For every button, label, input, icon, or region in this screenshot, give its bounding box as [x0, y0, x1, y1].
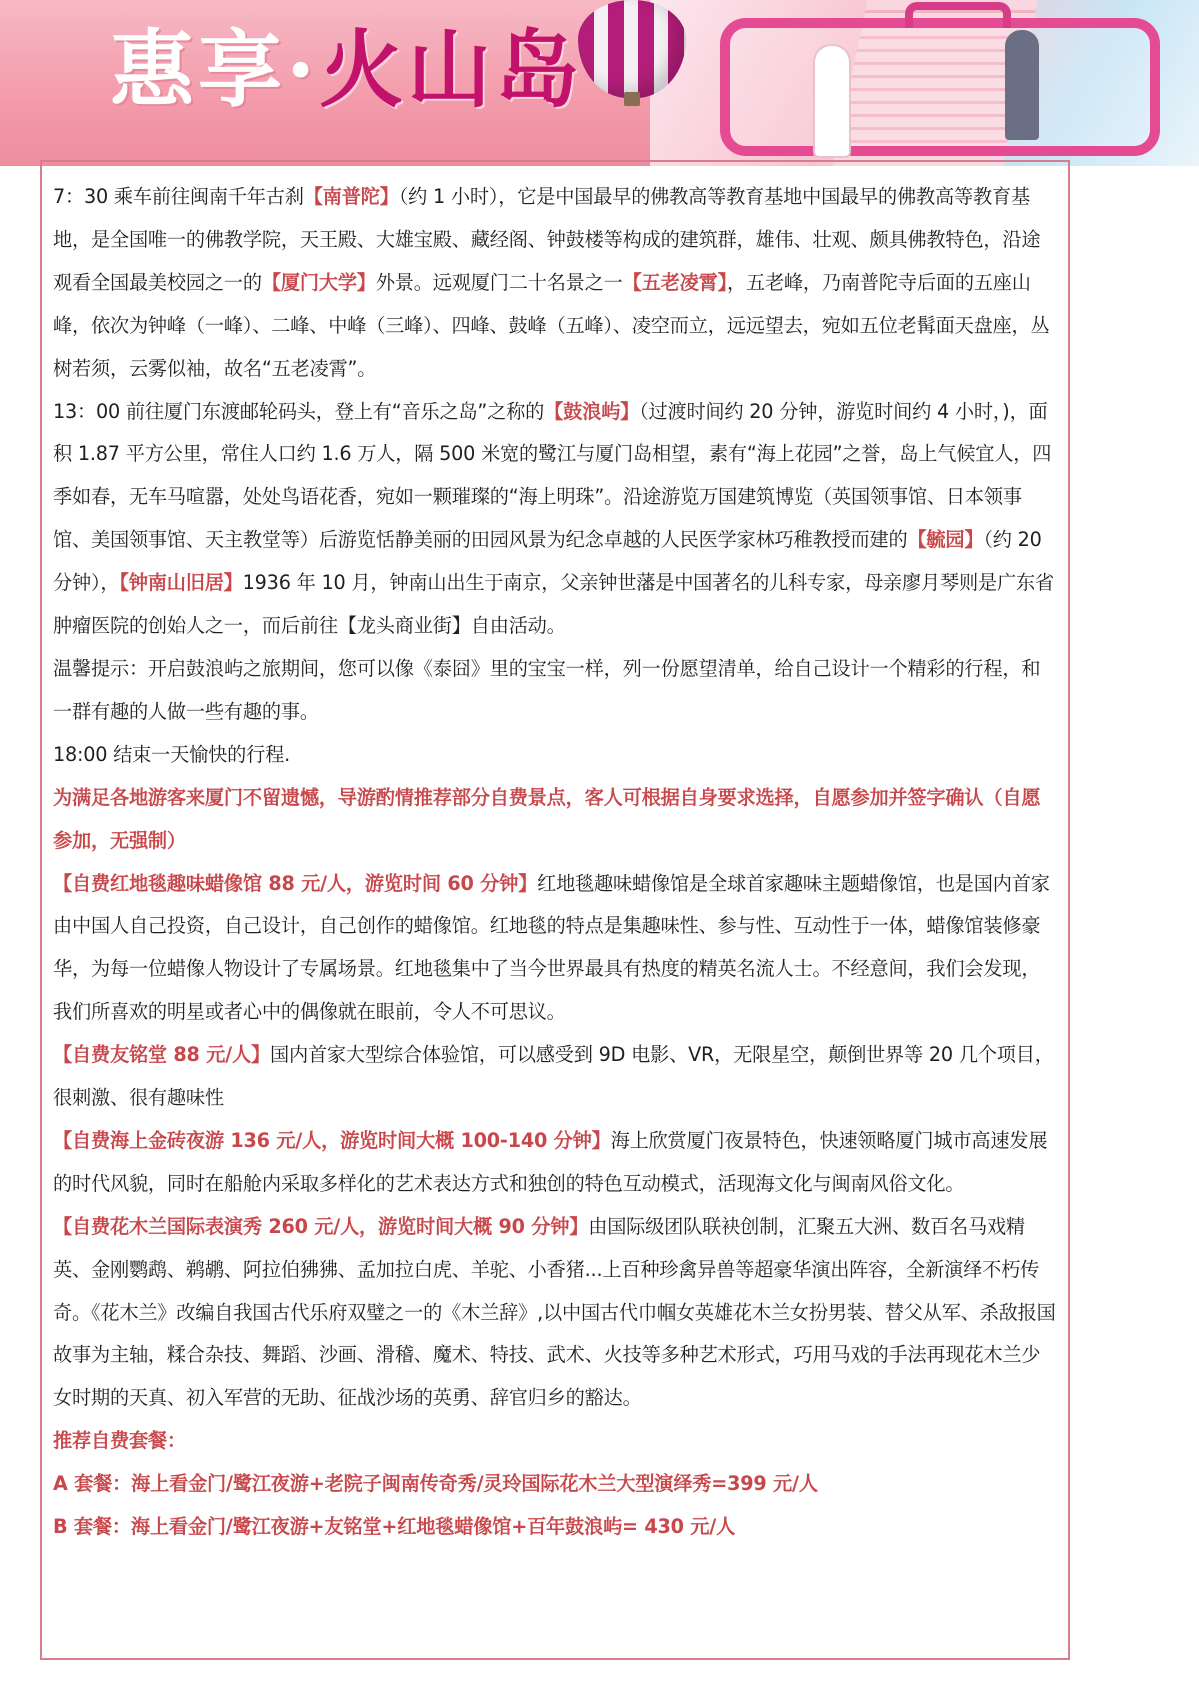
body-text: （约 1 小时），它是中国最早的佛教高等教育基地中国最早的佛教高等教育基地，是全国唯一的佛教学院，天王殿、大雄宝殿、藏经阁、钟鼓楼等构成的建筑群，雄伟、壮观、颇具佛教特色，沿途观看全国最美校园之一的 [53, 185, 1041, 294]
itinerary-paragraph [53, 1420, 1057, 1463]
itinerary-paragraph [53, 1120, 1057, 1206]
itinerary-paragraph [53, 863, 1057, 1035]
itinerary-paragraph [53, 176, 1057, 391]
highlight-text: 【自费海上金砖夜游 136 元/人，游览时间大概 100-140 分钟】 [53, 1128, 611, 1152]
highlight-text: 【厦门大学】 [261, 270, 376, 294]
itinerary-paragraph [53, 1463, 1057, 1506]
highlight-text: 【钟南山旧居】 [119, 571, 243, 595]
highlight-text: 【鼓浪屿】 [544, 399, 640, 423]
person-figure [815, 46, 849, 156]
body-text: 海上欣赏厦门夜景特色，快速领略厦门城市高速发展的时代风貌，同时在船舱内采取多样化的艺术表达方式和独创的特色互动模式，活现海文化与闽南风俗文化。 [53, 1128, 1048, 1195]
itinerary-paragraph [53, 777, 1057, 863]
body-text: 由国际级团队联袂创制，汇聚五大洲、数百名马戏精英、金刚鹦鹉、鹈鹕、阿拉伯狒狒、孟加拉白虎、羊驼、小香猪...上百种珍禽异兽等超豪华演出阵容，全新演绎不朽传奇。《花木兰》改编自我国古代乐府双璧之一的《木兰辞》,以中国古代巾帼女英雄花木兰女扮男装、替父从军、杀敌报国故事为主轴，糅合杂技、舞蹈、沙画、滑稽、魔术、特技、武术、火技等多种艺术形式，巧用马戏的手法再现花木兰少女时期的天真、初入军营的无助、征战沙场的英勇、辞官归乡的豁达。 [53, 1214, 1056, 1410]
itinerary-paragraph [53, 391, 1057, 648]
body-text: （约 20 分钟）， [53, 528, 1042, 595]
header-banner [0, 0, 1199, 166]
highlight-text: 【自费红地毯趣味蜡像馆 88 元/人，游览时间 60 分钟】 [53, 871, 538, 895]
itinerary-content [40, 160, 1070, 1660]
page-title [110, 20, 584, 119]
suitcase-graphic [720, 18, 1160, 156]
body-text: 外景。远观厦门二十名景之一 [375, 270, 623, 294]
body-text: 13：00 前往厦门东渡邮轮码头，登上有“音乐之岛”之称的 [53, 399, 545, 423]
balloon-basket-icon [624, 92, 640, 106]
body-text: ，五老峰，乃南普陀寺后面的五座山峰，依次为钟峰（一峰）、二峰、中峰（三峰）、四峰、鼓峰（五峰）、凌空而立，远远望去，宛如五位老髯面天盘座，丛树若须，云雾似袖，故名“五老凌霄”。 [53, 270, 1050, 380]
body-text: 温馨提示：开启鼓浪屿之旅期间，您可以像《泰囧》里的宝宝一样，列一份愿望清单，给自己设计一个精彩的行程，和一群有趣的人做一些有趣的事。 [53, 656, 1041, 723]
itinerary-paragraph [53, 734, 1057, 777]
highlight-text: B 套餐：海上看金门/鹭江夜游+友铭堂+红地毯蜡像馆+百年鼓浪屿= 430 元/人 [53, 1515, 736, 1539]
body-text: 国内首家大型综合体验馆，可以感受到 9D 电影、VR，无限星空，颠倒世界等 20 几个项目，很刺激、很有趣味性 [53, 1043, 1054, 1110]
highlight-text: 【自费花木兰国际表演秀 260 元/人，游览时间大概 90 分钟】 [53, 1214, 589, 1238]
highlight-text: 推荐自费套餐： [53, 1429, 186, 1453]
title-part-2: 火山岛 [319, 20, 584, 119]
suitcase-handle-graphic [905, 2, 1011, 28]
body-text: 7：30 乘车前往闽南千年古刹 [53, 185, 304, 208]
highlight-text: A 套餐：海上看金门/鹭江夜游+老院子闽南传奇秀/灵玲国际花木兰大型演绎秀=399 元/人 [53, 1472, 818, 1496]
title-part-1: 惠享· [110, 20, 320, 119]
banner-photo [650, 0, 1199, 166]
highlight-text: 【自费友铭堂 88 元/人】 [53, 1043, 270, 1067]
itinerary-paragraph [53, 1506, 1057, 1549]
itinerary-paragraph [53, 1034, 1057, 1120]
body-text: 红地毯趣味蜡像馆是全球首家趣味主题蜡像馆，也是国内首家由中国人自己投资，自己设计，自己创作的蜡像馆。红地毯的特点是集趣味性、参与性、互动性于一体，蜡像馆装修豪华，为每一位蜡像人物设计了专属场景。红地毯集中了当今世界最具有热度的精英名流人士。不经意间，我们会发现，我们所喜欢的明星或者心中的偶像就在眼前，令人不可思议。 [53, 871, 1050, 1024]
highlight-text: 【南普陀】 [303, 185, 399, 208]
body-text: 18:00 结束一天愉快的行程. [53, 742, 290, 766]
itinerary-paragraph [53, 648, 1057, 734]
itinerary-paragraph [53, 1206, 1057, 1421]
highlight-text: 【五老凌霄】 [622, 270, 727, 294]
body-text: （过渡时间约 20 分钟，游览时间约 4 小时，)，面积 1.87 平方公里，常住人口约 1.6 万人，隔 500 米宽的鹭江与厦门岛相望，素有“海上花园”之誉，岛上气候宜人，四季如春，无车马喧嚣，处处鸟语花香，宛如一颗璀璨的“海上明珠”。沿途游览万国建筑博览（英国领事馆、日本领事馆、美国领事馆、天主教堂等）后游览恬静美丽的田园风景为纪念卓越的人民医学家林巧稚教授而建的 [53, 399, 1052, 552]
person-figure [1005, 30, 1039, 140]
body-text: 1936 年 10 月，钟南山出生于南京，父亲钟世藩是中国著名的儿科专家，母亲廖月琴则是广东省肿瘤医院的创始人之一，而后前往【龙头商业街】自由活动。 [53, 571, 1054, 638]
highlight-text: 【毓园】 [907, 528, 984, 552]
highlight-text: 为满足各地游客来厦门不留遗憾，导游酌情推荐部分自费景点，客人可根据自身要求选择，自愿参加并签字确认（自愿参加，无强制） [53, 785, 1041, 852]
